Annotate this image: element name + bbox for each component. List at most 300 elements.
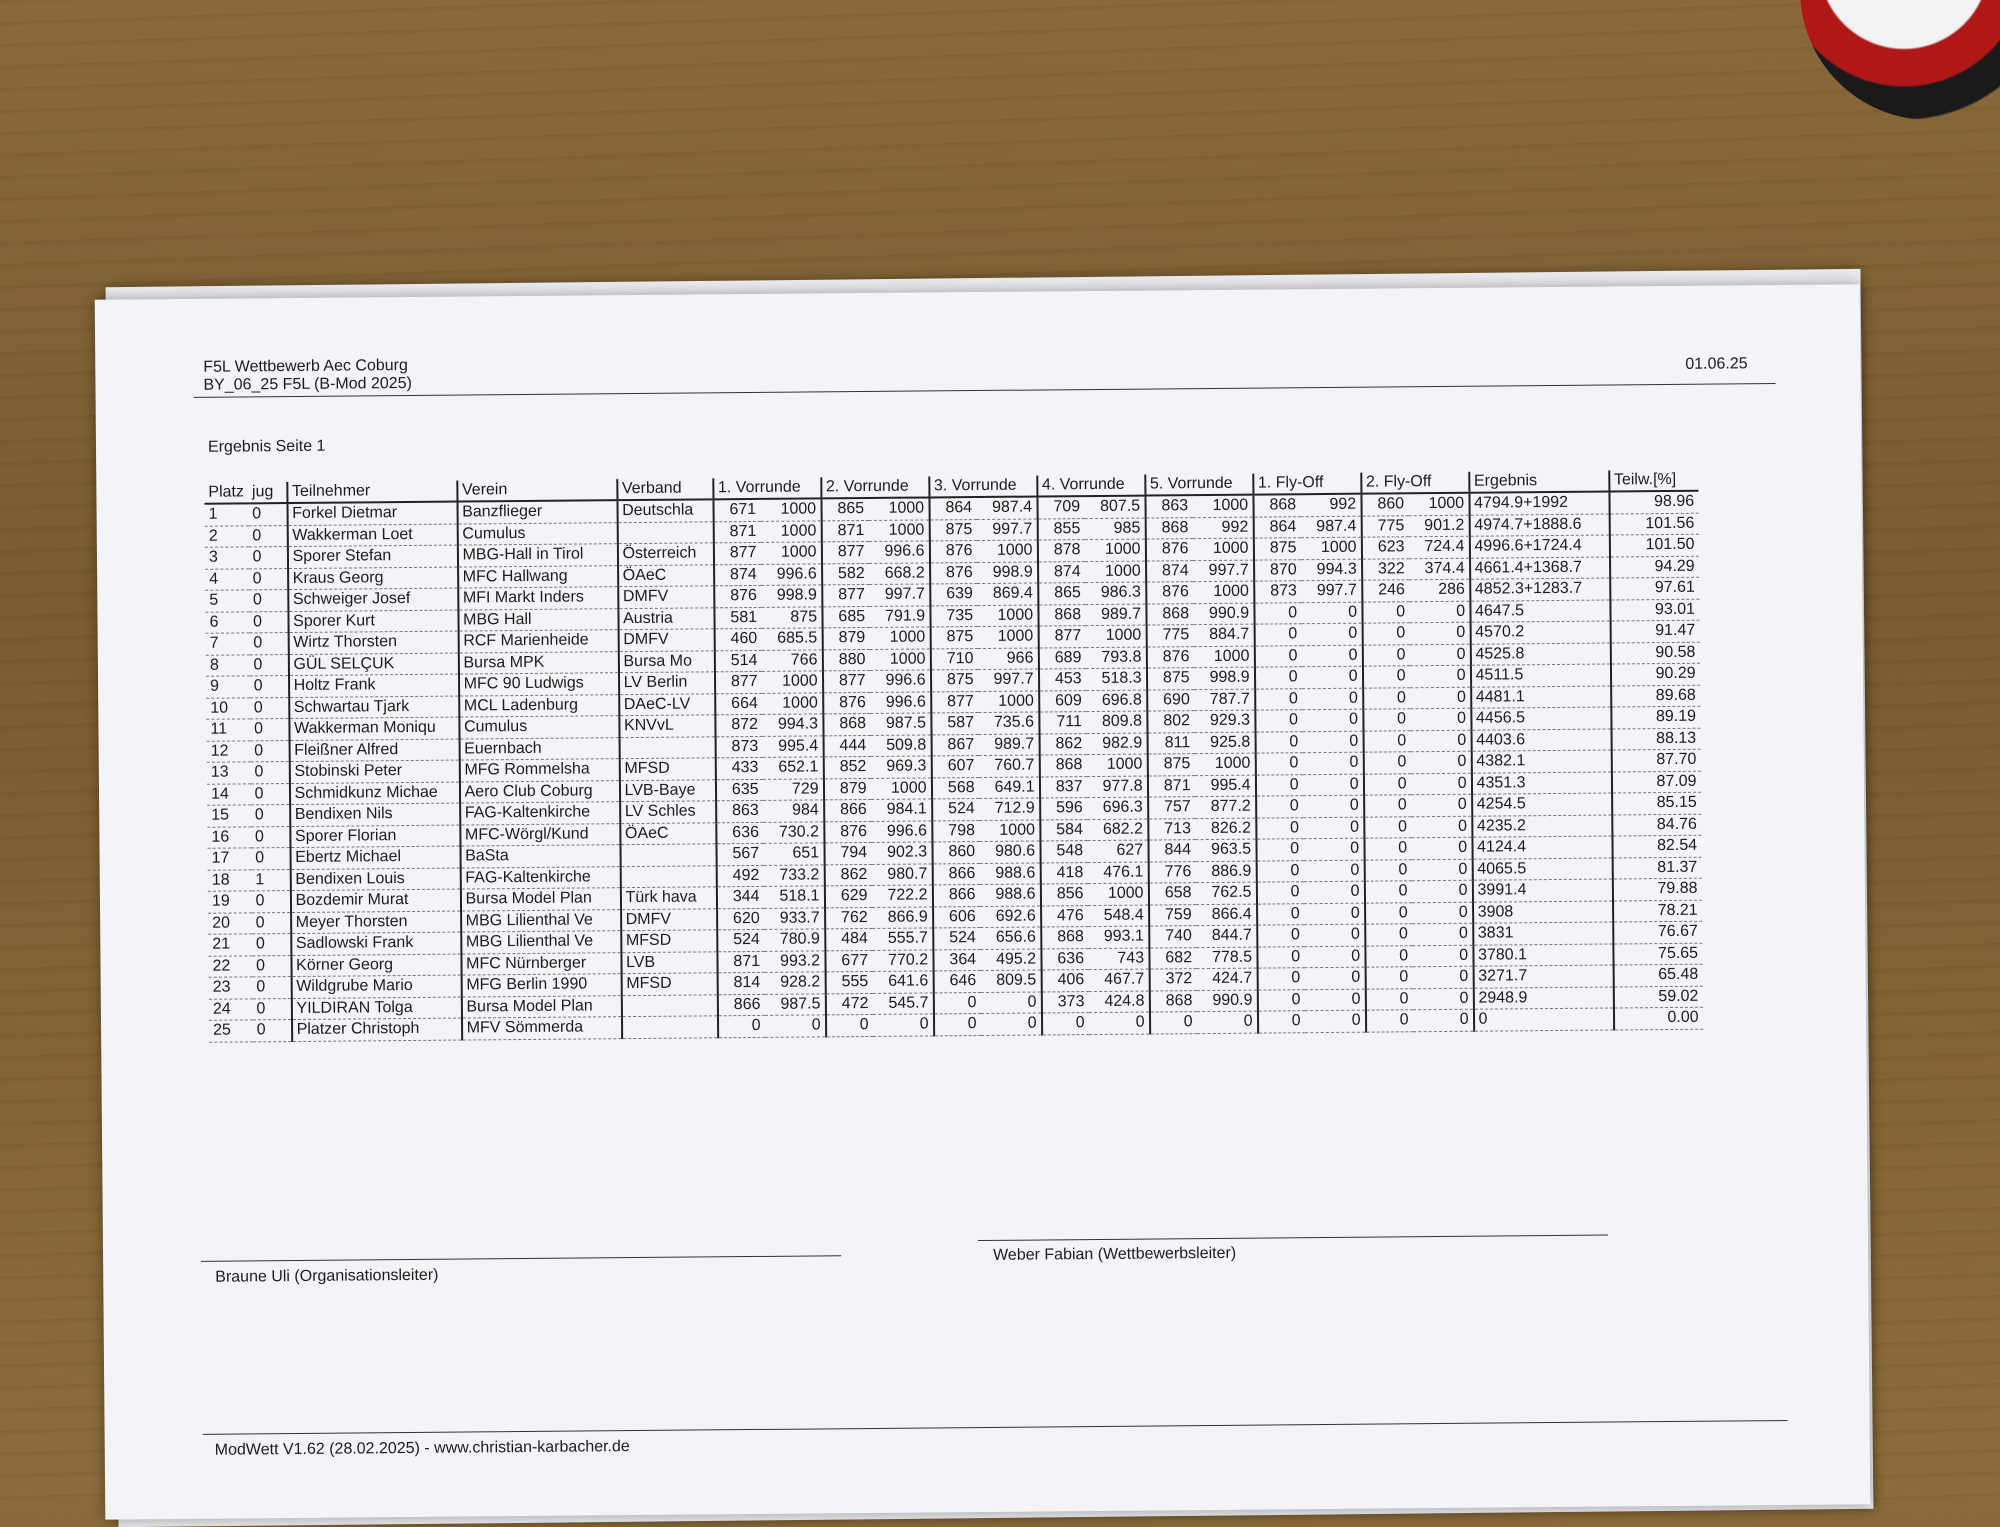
table-cell: 0 bbox=[1363, 709, 1410, 731]
table-cell: 860 bbox=[1361, 493, 1408, 515]
table-cell: 1000 bbox=[978, 691, 1039, 713]
table-cell: 0 bbox=[250, 719, 289, 741]
table-cell: 641.6 bbox=[872, 971, 933, 993]
table-cell: MFC Hallwang bbox=[458, 565, 618, 588]
table-cell: 879 bbox=[823, 778, 870, 800]
table-cell: 4456.5 bbox=[1471, 707, 1611, 730]
table-cell: 0 bbox=[1042, 1013, 1089, 1035]
table-cell: 0 bbox=[1410, 708, 1471, 730]
table-cell: 874 bbox=[714, 564, 761, 586]
table-cell: 1000 bbox=[976, 540, 1037, 562]
table-cell: 866 bbox=[932, 885, 979, 907]
table-cell: 862 bbox=[824, 864, 871, 886]
column-header: 1. Fly-Off bbox=[1253, 473, 1361, 495]
table-cell: Österreich bbox=[617, 543, 713, 565]
table-cell: Wildgrube Mario bbox=[291, 975, 461, 998]
table-cell: 4235.2 bbox=[1472, 815, 1612, 838]
table-cell: 876 bbox=[1146, 582, 1193, 604]
table-cell: 12 bbox=[207, 740, 251, 762]
table-cell: 0 bbox=[1150, 1012, 1197, 1034]
table-cell bbox=[619, 736, 715, 758]
table-cell: 4996.6+1724.4 bbox=[1469, 535, 1609, 558]
table-cell: 876 bbox=[714, 585, 761, 607]
table-cell: 0 bbox=[1474, 1008, 1614, 1031]
table-cell: 548.4 bbox=[1088, 905, 1149, 927]
table-cell: 0 bbox=[1413, 1009, 1474, 1031]
table-cell: 770.2 bbox=[872, 949, 933, 971]
table-cell: 84.76 bbox=[1612, 814, 1701, 836]
table-cell: 0 bbox=[1364, 859, 1411, 881]
table-cell: 0 bbox=[1254, 645, 1301, 667]
table-cell: 735.6 bbox=[978, 712, 1039, 734]
table-cell: 877 bbox=[931, 691, 978, 713]
table-cell: 826.2 bbox=[1195, 818, 1256, 840]
table-cell: 0 bbox=[933, 992, 980, 1014]
table-cell: 996.6 bbox=[871, 820, 932, 842]
table-cell: 0 bbox=[1365, 945, 1412, 967]
table-cell: 0 bbox=[1363, 730, 1410, 752]
table-cell: MFSD bbox=[619, 758, 715, 780]
table-cell: MFSD bbox=[621, 930, 717, 952]
table-cell: 1 bbox=[204, 503, 248, 525]
table-cell: 735 bbox=[930, 605, 977, 627]
table-cell: 20 bbox=[208, 912, 252, 934]
table-cell: 0 bbox=[1362, 644, 1409, 666]
table-cell: 982.9 bbox=[1086, 733, 1147, 755]
table-cell: 969.3 bbox=[870, 756, 931, 778]
table-cell: 495.2 bbox=[980, 948, 1041, 970]
table-cell: 664 bbox=[715, 693, 762, 715]
table-cell: 997.7 bbox=[1193, 560, 1254, 582]
table-cell: 868 bbox=[1146, 603, 1193, 625]
table-cell: 998.9 bbox=[1194, 667, 1255, 689]
table-cell: 996.6 bbox=[868, 541, 929, 563]
table-cell: 875 bbox=[931, 670, 978, 692]
table-cell: 0 bbox=[1411, 880, 1472, 902]
header-rule bbox=[194, 383, 1776, 398]
table-cell: 0 bbox=[1411, 794, 1472, 816]
table-cell: 877 bbox=[821, 541, 868, 563]
table-cell: YILDIRAN Tolga bbox=[291, 997, 461, 1020]
table-cell: 89.68 bbox=[1611, 685, 1700, 707]
table-cell: 4974.7+1888.6 bbox=[1469, 514, 1609, 537]
table-cell: 925.8 bbox=[1194, 732, 1255, 754]
table-cell: 0 bbox=[1256, 796, 1303, 818]
table-cell: 852 bbox=[823, 756, 870, 778]
table-cell: 992 bbox=[1300, 494, 1361, 517]
table-cell: 1000 bbox=[1192, 495, 1253, 518]
table-cell: 809.5 bbox=[980, 970, 1041, 992]
column-header: Teilw.[%] bbox=[1609, 470, 1698, 492]
table-cell: 871 bbox=[717, 951, 764, 973]
table-cell: 866 bbox=[932, 863, 979, 885]
table-cell: 0 bbox=[1303, 881, 1364, 903]
table-cell: Sporer Stefan bbox=[287, 545, 457, 568]
column-header: Verein bbox=[457, 479, 617, 501]
table-cell: 444 bbox=[823, 735, 870, 757]
table-cell: 995.4 bbox=[1194, 775, 1255, 797]
table-cell: 0 bbox=[1257, 989, 1304, 1011]
table-cell: 901.2 bbox=[1408, 515, 1469, 537]
table-cell: 4570.2 bbox=[1470, 621, 1610, 644]
table-cell: 93.01 bbox=[1610, 599, 1699, 621]
table-cell: 1 bbox=[251, 869, 290, 891]
table-cell: 322 bbox=[1362, 558, 1409, 580]
table-cell: 995.4 bbox=[762, 735, 823, 757]
table-cell: 0 bbox=[1256, 839, 1303, 861]
table-cell: 0 bbox=[1364, 881, 1411, 903]
table-cell: 730.2 bbox=[763, 821, 824, 843]
table-cell: 873 bbox=[715, 736, 762, 758]
table-cell: Holtz Frank bbox=[289, 674, 459, 697]
table-cell: 636 bbox=[716, 822, 763, 844]
table-cell: 0 bbox=[252, 998, 291, 1020]
table-cell: 0 bbox=[251, 891, 290, 913]
table-cell: 418 bbox=[1040, 862, 1087, 884]
table-cell: 868 bbox=[1041, 927, 1088, 949]
table-cell: 0 bbox=[1302, 752, 1363, 774]
table-cell: 856 bbox=[1040, 884, 1087, 906]
table-cell: LV Berlin bbox=[619, 672, 715, 694]
table-cell: 997.7 bbox=[869, 584, 930, 606]
table-cell: 875 bbox=[1253, 538, 1300, 560]
table-cell: 866 bbox=[717, 994, 764, 1016]
table-cell: 581 bbox=[714, 607, 761, 629]
table-cell: 855 bbox=[1037, 518, 1084, 540]
table-cell: 584 bbox=[1040, 819, 1087, 841]
table-cell: MBG-Hall in Tirol bbox=[457, 544, 617, 567]
table-cell: 0 bbox=[1410, 773, 1471, 795]
table-cell: 472 bbox=[825, 993, 872, 1015]
table-cell: 712.9 bbox=[979, 798, 1040, 820]
table-cell: 476 bbox=[1041, 905, 1088, 927]
table-cell: ÖAeC bbox=[618, 564, 714, 586]
table-cell: 344 bbox=[716, 886, 763, 908]
table-cell: Schwartau Tjark bbox=[289, 696, 459, 719]
table-cell: 65.48 bbox=[1613, 964, 1702, 986]
table-cell: 998.9 bbox=[977, 562, 1038, 584]
table-cell: Bursa Mo bbox=[618, 650, 714, 672]
table-cell: 986.3 bbox=[1085, 582, 1146, 604]
table-cell: 880 bbox=[822, 649, 869, 671]
table-cell: 433 bbox=[715, 757, 762, 779]
table-cell: 484 bbox=[825, 928, 872, 950]
results-table bbox=[204, 470, 1702, 1043]
table-cell: 871 bbox=[1147, 775, 1194, 797]
table-cell: 996.6 bbox=[761, 563, 822, 585]
table-cell: 757 bbox=[1148, 797, 1195, 819]
table-cell: BaSta bbox=[460, 845, 620, 868]
table-cell: 87.09 bbox=[1611, 771, 1700, 793]
table-cell: Sporer Kurt bbox=[288, 610, 458, 633]
table-cell: 3831 bbox=[1473, 922, 1613, 945]
table-cell: 0 bbox=[1363, 773, 1410, 795]
doc-title: F5L Wettbewerb Aec Coburg bbox=[203, 356, 408, 376]
table-cell: 868 bbox=[1038, 604, 1085, 626]
table-cell: 0 bbox=[1304, 967, 1365, 989]
table-cell: 977.8 bbox=[1086, 776, 1147, 798]
table-cell: 722.2 bbox=[871, 885, 932, 907]
table-cell: 0 bbox=[934, 1014, 981, 1036]
table-cell: 871 bbox=[821, 520, 868, 542]
table-cell: 876 bbox=[1146, 646, 1193, 668]
table-cell: 0 bbox=[1364, 816, 1411, 838]
table-cell: Wakkerman Loet bbox=[287, 524, 457, 547]
table-cell: 868 bbox=[823, 713, 870, 735]
table-cell: 671 bbox=[713, 499, 760, 521]
table-cell: 877 bbox=[822, 584, 869, 606]
table-cell: 0.00 bbox=[1614, 1007, 1703, 1029]
table-cell: 101.50 bbox=[1609, 534, 1698, 556]
column-header: 3. Vorrunde bbox=[929, 476, 1037, 498]
table-cell: Wirtz Thorsten bbox=[288, 631, 458, 654]
table-cell: Austria bbox=[618, 607, 714, 629]
table-cell: 966 bbox=[977, 648, 1038, 670]
table-cell: 0 bbox=[1363, 687, 1410, 709]
table-cell: 0 bbox=[250, 697, 289, 719]
table-cell: 568 bbox=[931, 777, 978, 799]
table-cell: 872 bbox=[715, 714, 762, 736]
table-cell: 0 bbox=[1089, 1012, 1150, 1034]
table-cell: 518.1 bbox=[763, 886, 824, 908]
table-cell: Cumulus bbox=[457, 522, 617, 545]
doc-date: 01.06.25 bbox=[1685, 355, 1748, 373]
table-cell: 0 bbox=[1305, 1010, 1366, 1032]
table-cell: 685.5 bbox=[761, 628, 822, 650]
table-cell: MCL Ladenburg bbox=[459, 694, 619, 717]
table-cell: 0 bbox=[248, 503, 287, 525]
table-cell: 620 bbox=[717, 908, 764, 930]
table-cell: 3271.7 bbox=[1473, 965, 1613, 988]
doc-subtitle: BY_06_25 F5L (B-Mod 2025) bbox=[203, 374, 412, 394]
table-cell: 635 bbox=[715, 779, 762, 801]
table-cell: 0 bbox=[250, 740, 289, 762]
column-header: 4. Vorrunde bbox=[1037, 475, 1145, 497]
table-cell: 997.7 bbox=[1301, 580, 1362, 602]
table-cell: 0 bbox=[1255, 731, 1302, 753]
table-cell: MFG Rommelsha bbox=[459, 759, 619, 782]
table-cell: 875 bbox=[929, 519, 976, 541]
table-cell: 0 bbox=[1301, 623, 1362, 645]
table-cell: 0 bbox=[1409, 601, 1470, 623]
table-cell: 990.9 bbox=[1196, 990, 1257, 1012]
table-cell: 0 bbox=[250, 762, 289, 784]
table-cell: 0 bbox=[1302, 709, 1363, 731]
table-cell: Sadlowski Frank bbox=[291, 932, 461, 955]
table-cell: 0 bbox=[873, 1014, 934, 1036]
table-cell: 460 bbox=[714, 628, 761, 650]
table-cell: 1000 bbox=[1085, 561, 1146, 583]
table-cell: 766 bbox=[761, 649, 822, 671]
table-cell: 791.9 bbox=[869, 605, 930, 627]
table-cell: 875 bbox=[1147, 754, 1194, 776]
table-cell: 713 bbox=[1148, 818, 1195, 840]
table-cell: 1000 bbox=[1193, 581, 1254, 603]
table-cell: 710 bbox=[930, 648, 977, 670]
table-cell: 876 bbox=[824, 821, 871, 843]
table-cell: 492 bbox=[716, 865, 763, 887]
table-cell: 548 bbox=[1040, 841, 1087, 863]
table-cell: 862 bbox=[1039, 733, 1086, 755]
table-cell: 3 bbox=[205, 547, 249, 569]
table-cell: 987.4 bbox=[1300, 516, 1361, 538]
table-cell: 0 bbox=[1410, 665, 1471, 687]
table-cell: 869.4 bbox=[977, 583, 1038, 605]
table-cell: 1000 bbox=[977, 626, 1038, 648]
table-cell: 1000 bbox=[868, 497, 929, 520]
table-cell: Schweiger Josef bbox=[288, 588, 458, 611]
table-cell: 682.2 bbox=[1087, 819, 1148, 841]
table-cell: 864 bbox=[1253, 516, 1300, 538]
table-cell: 0 bbox=[1255, 753, 1302, 775]
table-cell: Platzer Christoph bbox=[292, 1018, 462, 1041]
table-cell bbox=[622, 1016, 718, 1038]
table-cell: 987.4 bbox=[976, 497, 1037, 520]
table-cell: 1000 bbox=[762, 671, 823, 693]
table-cell: 809.8 bbox=[1086, 711, 1147, 733]
table-cell: 582 bbox=[822, 563, 869, 585]
table-cell: DMFV bbox=[621, 908, 717, 930]
table-cell: 89.19 bbox=[1611, 706, 1700, 728]
results-sheet bbox=[95, 284, 1871, 1519]
table-cell: 0 bbox=[249, 611, 288, 633]
column-header: jug bbox=[248, 482, 287, 503]
table-cell: 0 bbox=[1304, 924, 1365, 946]
table-cell: 988.6 bbox=[979, 884, 1040, 906]
table-cell: 0 bbox=[1255, 774, 1302, 796]
table-cell: 875 bbox=[1147, 668, 1194, 690]
table-cell: 0 bbox=[980, 991, 1041, 1013]
table-cell: 10 bbox=[206, 697, 250, 719]
table-cell bbox=[617, 521, 713, 543]
table-cell: 793.8 bbox=[1085, 647, 1146, 669]
table-cell: 996.6 bbox=[870, 670, 931, 692]
table-cell: 4481.1 bbox=[1471, 686, 1611, 709]
table-cell: 0 bbox=[1362, 601, 1409, 623]
table-cell: Meyer Thorsten bbox=[291, 911, 461, 934]
table-cell: 868 bbox=[1039, 755, 1086, 777]
table-cell: 0 bbox=[1412, 966, 1473, 988]
table-cell: 0 bbox=[1256, 817, 1303, 839]
table-cell: 0 bbox=[251, 826, 290, 848]
table-cell: 0 bbox=[765, 1015, 826, 1037]
table-cell: 467.7 bbox=[1088, 969, 1149, 991]
table-cell: Bendixen Louis bbox=[290, 868, 460, 891]
table-cell: 0 bbox=[1410, 751, 1471, 773]
table-cell: 9 bbox=[206, 676, 250, 698]
table-cell bbox=[620, 844, 716, 866]
table-cell: 1000 bbox=[760, 498, 821, 521]
table-cell: 509.8 bbox=[870, 734, 931, 756]
table-cell: 980.7 bbox=[871, 863, 932, 885]
table-cell: MFSD bbox=[621, 973, 717, 995]
table-cell: 0 bbox=[1255, 667, 1302, 689]
column-header: 5. Vorrunde bbox=[1145, 474, 1253, 496]
table-cell: Stobinski Peter bbox=[289, 760, 459, 783]
table-cell: 23 bbox=[209, 977, 253, 999]
table-cell: 0 bbox=[1257, 903, 1304, 925]
table-cell: Forkel Dietmar bbox=[287, 502, 457, 525]
table-cell: 0 bbox=[1256, 860, 1303, 882]
table-cell: 0 bbox=[1304, 946, 1365, 968]
table-cell: 0 bbox=[1365, 967, 1412, 989]
table-cell: MBG Hall bbox=[458, 608, 618, 631]
table-cell: 990.9 bbox=[1193, 603, 1254, 625]
table-cell: 97.61 bbox=[1610, 577, 1699, 599]
table-cell: 4065.5 bbox=[1472, 858, 1612, 881]
table-cell: 989.7 bbox=[1085, 604, 1146, 626]
table-cell: 639 bbox=[930, 584, 977, 606]
table-cell: Kraus Georg bbox=[288, 567, 458, 590]
table-cell: 0 bbox=[1412, 945, 1473, 967]
table-cell: DMFV bbox=[618, 629, 714, 651]
table-cell: 3908 bbox=[1473, 901, 1613, 924]
table-cell: 984 bbox=[763, 800, 824, 822]
table-cell: 0 bbox=[1258, 1011, 1305, 1033]
table-cell: Aero Club Coburg bbox=[460, 780, 620, 803]
table-cell: 0 bbox=[1302, 774, 1363, 796]
table-cell: 994.3 bbox=[762, 714, 823, 736]
table-cell: 79.88 bbox=[1612, 878, 1701, 900]
table-cell: 651 bbox=[763, 843, 824, 865]
table-cell: FAG-Kaltenkirche bbox=[460, 802, 620, 825]
table-cell: MFC 90 Ludwigs bbox=[459, 673, 619, 696]
table-cell: 868 bbox=[1253, 494, 1300, 516]
table-cell: 780.9 bbox=[764, 929, 825, 951]
table-cell: 0 bbox=[1412, 988, 1473, 1010]
table-cell: MFC-Wörgl/Kund bbox=[460, 823, 620, 846]
table-cell: 0 bbox=[1409, 644, 1470, 666]
table-cell: FAG-Kaltenkirche bbox=[460, 866, 620, 889]
table-cell: 0 bbox=[1304, 989, 1365, 1011]
table-cell: 711 bbox=[1039, 712, 1086, 734]
table-cell: 0 bbox=[1302, 666, 1363, 688]
table-cell: 0 bbox=[826, 1014, 873, 1036]
table-cell: 0 bbox=[1364, 795, 1411, 817]
table-cell: 878 bbox=[1037, 540, 1084, 562]
table-cell: 1000 bbox=[870, 777, 931, 799]
table-cell: 709 bbox=[1037, 496, 1084, 518]
table-cell: Wakkerman Moniqu bbox=[289, 717, 459, 740]
table-cell: 0 bbox=[1362, 623, 1409, 645]
table-cell: 874 bbox=[1038, 561, 1085, 583]
table-cell: 4382.1 bbox=[1471, 750, 1611, 773]
table-cell: 82.54 bbox=[1612, 835, 1701, 857]
table-cell: 606 bbox=[933, 906, 980, 928]
table-cell: 993.1 bbox=[1088, 926, 1149, 948]
table-cell: 668.2 bbox=[869, 562, 930, 584]
table-cell: 94.29 bbox=[1610, 556, 1699, 578]
table-cell: 866 bbox=[824, 799, 871, 821]
table-cell: Bursa MPK bbox=[458, 651, 618, 674]
table-cell: Deutschla bbox=[617, 499, 713, 522]
table-cell: 689 bbox=[1038, 647, 1085, 669]
table-cell: 989.7 bbox=[978, 733, 1039, 755]
table-cell: 0 bbox=[1366, 1010, 1413, 1032]
table-cell: 987.5 bbox=[764, 993, 825, 1015]
table-cell: 0 bbox=[1257, 925, 1304, 947]
table-cell: 877 bbox=[1038, 626, 1085, 648]
table-cell: 0 bbox=[1365, 924, 1412, 946]
table-cell: 870 bbox=[1254, 559, 1301, 581]
table-cell: 994.3 bbox=[1301, 559, 1362, 581]
table-cell: 0 bbox=[250, 676, 289, 698]
table-cell: 0 bbox=[1363, 752, 1410, 774]
table-cell: 984.1 bbox=[871, 799, 932, 821]
table-cell: MBG Lilienthal Ve bbox=[461, 909, 621, 932]
table-cell: 0 bbox=[1303, 817, 1364, 839]
table-cell: Bozdemir Murat bbox=[290, 889, 460, 912]
